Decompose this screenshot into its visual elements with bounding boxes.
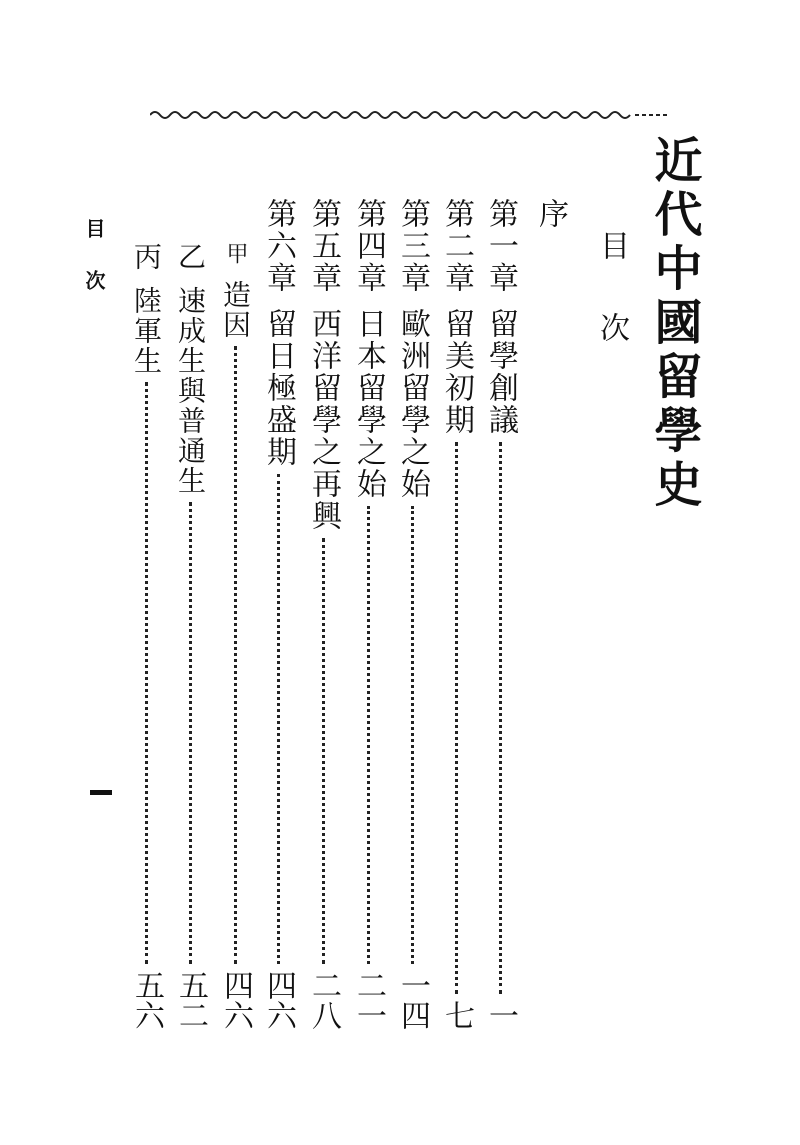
dot-leader: [411, 506, 414, 964]
chapter-number: 第五章: [306, 198, 341, 294]
page-number: 二一: [351, 970, 386, 1030]
page-number: 五二: [173, 970, 208, 1030]
toc-heading-char: 目: [594, 230, 629, 260]
toc-entry-chapter-3: [395, 198, 430, 1030]
dot-leader: [189, 502, 192, 964]
chapter-number: 第二章: [439, 198, 474, 294]
chapter-title: 留美初期: [439, 308, 474, 436]
toc-entry-section-2: [173, 242, 208, 1030]
dot-leader: [455, 442, 458, 994]
folio-page-number: [90, 790, 112, 795]
chapter-title: 歐洲留學之始: [395, 308, 430, 500]
page-number: 四六: [261, 970, 296, 1030]
section-title: 速成生與普通生: [174, 286, 207, 496]
page-number: 四六: [218, 970, 253, 1030]
chapter-title: 留日極盛期: [261, 308, 296, 468]
chapter-number: 第三章: [395, 198, 430, 294]
toc-entry-chapter-1: [483, 198, 518, 1030]
section-label: 乙: [174, 242, 207, 272]
chapter-number: 第六章: [261, 198, 296, 294]
section-title: 造因: [219, 280, 252, 340]
section-label: 甲: [223, 242, 248, 266]
section-title: 陸軍生: [130, 286, 163, 376]
chapter-title: 西洋留學之再興: [306, 308, 341, 532]
page-number: 一: [483, 1000, 518, 1030]
running-head: [84, 218, 104, 292]
toc-entry-chapter-4: [351, 198, 386, 1030]
chapter-number: 第一章: [483, 198, 518, 294]
running-head-char: 目: [82, 218, 106, 240]
page-number: 一四: [395, 970, 430, 1030]
preface-entry: 序: [533, 198, 568, 228]
section-label: 丙: [130, 242, 163, 272]
toc-entry-chapter-5: [306, 198, 341, 1030]
decorative-wavy-rule: [150, 108, 670, 122]
dot-leader: [367, 506, 370, 964]
toc-entry-chapter-2: [439, 198, 474, 1030]
toc-entry-chapter-6: [261, 198, 296, 1030]
dot-leader: [234, 346, 237, 964]
chapter-number: 第四章: [351, 198, 386, 294]
running-head-char: 次: [82, 270, 106, 292]
toc-entry-section-1: [218, 242, 253, 1030]
dot-leader: [145, 382, 148, 964]
dot-leader: [277, 474, 280, 964]
page-number: 七: [439, 1000, 474, 1030]
toc-heading: [594, 230, 629, 342]
chapter-title: 日本留學之始: [351, 308, 386, 500]
toc-entry-section-3: [129, 242, 164, 1030]
chapter-title: 留學創議: [483, 308, 518, 436]
page-number: 二八: [306, 970, 341, 1030]
page-number: 五六: [129, 970, 164, 1030]
book-title: 近代中國留學史: [646, 135, 702, 513]
dot-leader: [322, 538, 325, 964]
toc-heading-char: 次: [594, 312, 629, 342]
dot-leader: [499, 442, 502, 994]
